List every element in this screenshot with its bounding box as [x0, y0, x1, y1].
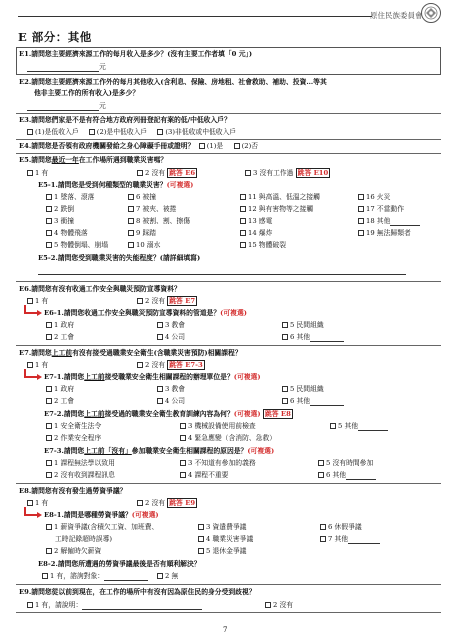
e8-1-checkbox[interactable] — [198, 524, 204, 530]
e5-1-checkbox[interactable] — [128, 218, 134, 224]
e5-1-checkbox[interactable] — [46, 206, 52, 212]
org-logo-icon — [420, 2, 442, 24]
branch-arrow — [24, 507, 38, 516]
divider — [16, 584, 441, 585]
divider — [16, 139, 441, 140]
e5-1-checkbox[interactable] — [128, 194, 134, 200]
divider — [16, 113, 441, 114]
e7-1-opt: 1 政府 — [46, 385, 74, 394]
e7-1-checkbox[interactable] — [46, 398, 52, 404]
header-rule — [18, 16, 372, 17]
e6-1-checkbox[interactable] — [46, 334, 52, 340]
e5-1-opt: 1 墜落、滾落 — [46, 193, 94, 202]
e5-question: E5.請問您最近一年在工作場所遇到職業災害嗎？ — [19, 156, 168, 164]
e7-question: E7.請問您上工前有沒有接受過職業安全衛生(含職業災害預防)相關課程？ — [19, 349, 242, 357]
jump-e9-badge: 跳答 E9 — [169, 499, 196, 507]
e5-1-opt: 19 無法歸類者 — [358, 229, 411, 238]
e6-1-question: E6-1.請問您收過工作安全與職災預防宣導資料的管道是？(可複選) — [44, 309, 247, 317]
e6-1-checkbox[interactable] — [282, 334, 288, 340]
e8-1-opt: 7 其他 — [320, 535, 380, 544]
e7-yes-checkbox[interactable] — [27, 362, 33, 368]
e9-yes-checkbox[interactable] — [27, 602, 33, 608]
e8-2-yes-checkbox[interactable] — [42, 573, 48, 579]
e5-nojob-option: 3 沒有工作過 跳答 E10 — [245, 169, 330, 178]
e8-1-opt: 6 休假爭議 — [320, 523, 362, 532]
e7-1-question: E7-1.請問您上工前接受職業安全衛生相關課程的辦理單位是？(可複選) — [44, 373, 261, 381]
e2-income-input[interactable] — [27, 104, 99, 111]
e5-1-question: E5-1.請問您是受到何種類型的職業災害？(可複選) — [38, 181, 194, 189]
e5-1-opt: 16 火災 — [358, 193, 390, 202]
branch-arrowhead — [37, 374, 42, 380]
e8-1-opt: 3 資遣費爭議 — [198, 523, 246, 532]
e7-3-checkbox[interactable] — [180, 472, 186, 478]
e7-1-checkbox[interactable] — [157, 386, 163, 392]
e8-1-opt: 4 職業災害爭議 — [198, 535, 253, 544]
e5-1-checkbox[interactable] — [358, 218, 364, 224]
e7-yes-option: 1 有 — [27, 361, 48, 370]
e3-question: E3.請問您們家是不是有符合地方政府列冊登記有案的低/中低收入戶？ — [19, 116, 231, 124]
e5-1-opt: 12 與有害物等之接觸 — [240, 205, 313, 214]
section-title: E 部分：其他 — [18, 30, 92, 44]
e7-3-checkbox[interactable] — [318, 460, 324, 466]
e7-no-checkbox[interactable] — [137, 362, 143, 368]
e8-no-option: 2 沒有 跳答 E9 — [137, 499, 197, 508]
e7-3-other-input[interactable] — [346, 473, 376, 480]
e5-1-checkbox[interactable] — [358, 194, 364, 200]
e8-1-question: E8-1.請問是哪種勞資爭議？(可複選) — [44, 511, 159, 519]
e3-options: (1)是低收入戶 (2)是中低收入戶 (3)非低收或中低收入戶 — [27, 128, 236, 137]
e7-2-checkbox[interactable] — [180, 435, 186, 441]
e9-opt2: 2 沒有 — [265, 601, 293, 610]
e9-explain-input[interactable] — [82, 603, 202, 610]
e5-1-checkbox[interactable] — [240, 194, 246, 200]
e4-yes-checkbox[interactable] — [199, 143, 205, 149]
e6-1-opt: 4 公司 — [157, 333, 185, 342]
e8-question: E8.請問您有沒有發生過勞資爭議？ — [19, 487, 127, 495]
e3-opt1-checkbox[interactable] — [27, 129, 33, 135]
e7-1-checkbox[interactable] — [282, 386, 288, 392]
e6-yes-checkbox[interactable] — [27, 298, 33, 304]
jump-e10-badge: 跳答 E10 — [297, 169, 329, 177]
e7-1-opt: 3 教會 — [157, 385, 185, 394]
e5-1-opt: 5 物體倒塌、崩塌 — [46, 241, 108, 250]
e5-1-checkbox[interactable] — [46, 242, 52, 248]
e8-yes-option: 1 有 — [27, 499, 48, 508]
e7-2-opt: 3 機械設備使用前檢查 — [180, 422, 256, 431]
e6-1-opt: 3 教會 — [157, 321, 185, 330]
divider — [16, 612, 441, 613]
e6-no-checkbox[interactable] — [137, 298, 143, 304]
e7-3-opt: 5 沒有時間參加 — [318, 459, 373, 468]
e8-1-opt-cont: 工時記錄超時誤導) — [55, 535, 113, 543]
e5-1-opt: 10 溺水 — [128, 241, 160, 250]
e5-1-opt: 14 爆炸 — [240, 229, 272, 238]
e5-1-checkbox[interactable] — [358, 230, 364, 236]
e6-1-opt: 2 工會 — [46, 333, 74, 342]
jump-e7-3-badge: 跳答 E7-3 — [169, 361, 203, 369]
branch-arrowhead — [37, 512, 42, 518]
e6-1-checkbox[interactable] — [157, 322, 163, 328]
e2-question: E2.請問您主要經濟來源工作外的每月其他收入(含利息、保險、房地租、社會救助、補助、投資…等其 — [19, 78, 327, 86]
e6-1-opt: 6 其他 — [282, 333, 344, 342]
e7-3-opt: 3 不知道有參加的義務 — [180, 459, 256, 468]
e6-yes-option: 1 有 — [27, 297, 48, 306]
e8-1-opt: 1 薪資爭議(含積欠工資、加班費、 — [46, 523, 158, 532]
e5-1-checkbox[interactable] — [46, 230, 52, 236]
e7-2-checkbox[interactable] — [46, 423, 52, 429]
e2-unit: 元 — [99, 102, 106, 110]
e7-1-checkbox[interactable] — [46, 386, 52, 392]
e5-1-checkbox[interactable] — [358, 206, 364, 212]
e7-3-checkbox[interactable] — [180, 460, 186, 466]
e5-2-question: E5-2.請問您受到職業災害的失能程度？(請詳細填寫) — [38, 254, 201, 262]
jump-e7-badge: 跳答 E7 — [169, 297, 196, 305]
e6-question: E6.請問您有沒有收過工作安全與職災預防宣導資料？ — [19, 285, 181, 293]
e8-1-checkbox[interactable] — [198, 536, 204, 542]
divider — [16, 281, 441, 282]
e5-options: 1 有 — [27, 169, 48, 178]
e8-2-contact-input[interactable] — [104, 574, 148, 581]
divider — [16, 153, 441, 154]
e5-2-answer-input[interactable] — [38, 268, 406, 275]
e5-1-opt: 13 感電 — [240, 217, 272, 226]
e7-no-option: 2 沒有 跳答 E7-3 — [137, 361, 205, 370]
e7-1-other-input[interactable] — [310, 399, 344, 406]
branch-arrow — [24, 305, 38, 314]
e8-1-opt: 5 退休金爭議 — [198, 547, 246, 556]
e5-1-checkbox[interactable] — [46, 194, 52, 200]
e7-1-opt: 2 工會 — [46, 397, 74, 406]
e8-no-checkbox[interactable] — [137, 500, 143, 506]
jump-e8-badge: 跳答 E8 — [264, 410, 291, 418]
e5-1-opt: 9 踩踏 — [128, 229, 156, 238]
e5-1-checkbox[interactable] — [128, 206, 134, 212]
e8-1-other-input[interactable] — [348, 537, 380, 544]
e5-1-other-input[interactable] — [390, 219, 420, 226]
e8-2-question: E8-2.請問您所遭遇的勞資爭議最後是否有順利解決？ — [38, 560, 201, 568]
e7-3-opt: 6 其他 — [318, 471, 376, 480]
jump-e6-badge: 跳答 E6 — [169, 169, 196, 177]
e8-yes-checkbox[interactable] — [27, 500, 33, 506]
e3-opt2-checkbox[interactable] — [89, 129, 95, 135]
branch-arrow — [24, 369, 38, 378]
e8-1-checkbox[interactable] — [198, 548, 204, 554]
e7-3-opt: 2 沒有收到課程訊息 — [46, 471, 115, 480]
e5-no-checkbox[interactable] — [137, 170, 143, 176]
e7-3-opt: 4 課程不重要 — [180, 471, 228, 480]
e6-no-option: 2 沒有 跳答 E7 — [137, 297, 197, 306]
e8-2-no-checkbox[interactable] — [157, 573, 163, 579]
e9-opt1: 1 有，請說明： — [27, 601, 202, 610]
e6-1-checkbox[interactable] — [282, 322, 288, 328]
e1-question: E1.請問您主要經濟來源工作的每月收入是多少？(沒有主要工作者填「0 元」) — [19, 50, 253, 58]
e7-1-checkbox[interactable] — [157, 398, 163, 404]
e8-2-opt2: 2 無 — [157, 572, 178, 581]
e8-1-checkbox[interactable] — [46, 524, 52, 530]
e5-no-option: 2 沒有 跳答 E6 — [137, 169, 197, 178]
e6-1-opt: 1 政府 — [46, 321, 74, 330]
e5-1-opt: 4 物體飛落 — [46, 229, 88, 238]
branch-arrowhead — [37, 310, 42, 316]
e7-2-question: E7-2.請問您上工前接受過的職業安全衛生教育訓練內容為何？(可複選) 跳答 E8 — [44, 410, 291, 418]
e7-1-opt: 6 其他 — [282, 397, 344, 406]
e5-1-opt: 8 被割、割、擦傷 — [128, 217, 190, 226]
e5-1-checkbox[interactable] — [240, 242, 246, 248]
e5-1-checkbox[interactable] — [128, 230, 134, 236]
e7-2-checkbox[interactable] — [330, 423, 336, 429]
e5-1-opt: 2 跌倒 — [46, 205, 74, 214]
e5-1-opt: 7 被夾、被捲 — [128, 205, 176, 214]
e6-1-opt: 5 民間組織 — [282, 321, 324, 330]
e7-3-checkbox[interactable] — [318, 472, 324, 478]
e5-1-opt: 3 衝撞 — [46, 217, 74, 226]
page-number: 7 — [223, 626, 228, 634]
e1-unit: 元 — [99, 63, 106, 71]
e5-1-checkbox[interactable] — [46, 218, 52, 224]
e6-1-checkbox[interactable] — [46, 322, 52, 328]
e8-2-opt1: 1 有，諮詢對象： — [42, 572, 148, 581]
e1-income-input[interactable] — [27, 65, 99, 72]
e7-2-checkbox[interactable] — [180, 423, 186, 429]
e7-3-checkbox[interactable] — [46, 472, 52, 478]
e4-no-checkbox[interactable] — [234, 143, 240, 149]
e8-1-checkbox[interactable] — [320, 536, 326, 542]
e7-2-opt: 1 安全衛生法令 — [46, 422, 101, 431]
e5-1-opt: 11 與高溫、低溫之接觸 — [240, 193, 320, 202]
e6-1-other-input[interactable] — [310, 335, 344, 342]
e7-3-opt: 1 課程無法學以致用 — [46, 459, 115, 468]
e7-2-other-input[interactable] — [358, 424, 388, 431]
e7-2-opt: 5 其他 — [330, 422, 388, 431]
e5-1-checkbox[interactable] — [240, 218, 246, 224]
e8-1-checkbox[interactable] — [46, 548, 52, 554]
e2-answer — [27, 102, 106, 111]
e7-2-opt: 4 緊急應變（含消防、急救） — [180, 434, 276, 443]
e8-1-checkbox[interactable] — [320, 524, 326, 530]
header-org-name: 原住民族委員會 — [370, 11, 423, 20]
e5-1-opt: 18 其他 — [358, 217, 420, 226]
e9-no-checkbox[interactable] — [265, 602, 271, 608]
divider — [16, 345, 441, 346]
e6-1-checkbox[interactable] — [157, 334, 163, 340]
e4-question: E4.請問您是否領有政府機關發給之身心障礙手冊或證明？ (1)是 (2)否 — [19, 142, 259, 150]
e8-1-opt: 2 解僱時欠薪資 — [46, 547, 101, 556]
e7-2-opt: 2 作業安全程序 — [46, 434, 101, 443]
e7-1-checkbox[interactable] — [282, 398, 288, 404]
e5-nojob-checkbox[interactable] — [245, 170, 251, 176]
e7-1-opt: 5 民間組織 — [282, 385, 324, 394]
e5-1-checkbox[interactable] — [128, 242, 134, 248]
e7-3-checkbox[interactable] — [46, 460, 52, 466]
e5-1-opt: 6 被撞 — [128, 193, 156, 202]
e5-1-checkbox[interactable] — [240, 206, 246, 212]
e5-yes-checkbox[interactable] — [27, 170, 33, 176]
divider — [16, 483, 441, 484]
e7-2-checkbox[interactable] — [46, 435, 52, 441]
e7-1-opt: 4 公司 — [157, 397, 185, 406]
e5-1-checkbox[interactable] — [240, 230, 246, 236]
e2-question-cont: 他非主要工作的所有收入)是多少？ — [34, 89, 140, 97]
e3-opt3-checkbox[interactable] — [157, 129, 163, 135]
e7-3-question: E7-3.請問您上工前「沒有」參加職業安全衛生相關課程的原因是？(可複選) — [44, 447, 275, 455]
e5-1-opt: 15 物體破裂 — [240, 241, 286, 250]
e1-answer — [27, 63, 106, 72]
e5-1-opt: 17 不當動作 — [358, 205, 404, 214]
e9-question: E9.請問您從以前到現在，在工作的場所中有沒有因為原住民的身分受到歧視？ — [19, 588, 256, 596]
